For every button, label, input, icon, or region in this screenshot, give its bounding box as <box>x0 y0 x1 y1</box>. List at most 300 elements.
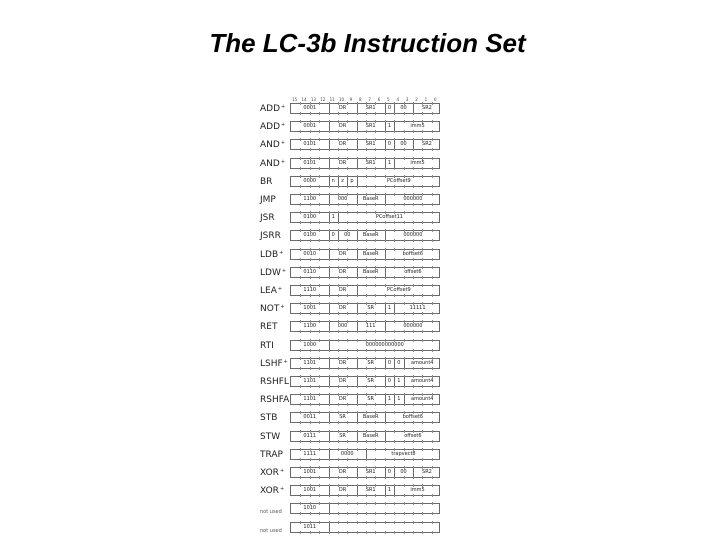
field-label: offset6 <box>404 432 422 439</box>
field-label: 0111 <box>303 432 317 439</box>
bit-tick <box>338 385 339 388</box>
encoding-row <box>290 340 440 351</box>
bit-tick <box>422 421 423 424</box>
bit-tick <box>366 367 367 370</box>
field-divider <box>329 413 330 422</box>
field-divider <box>329 395 330 404</box>
bit-number-label: 12 <box>320 97 326 102</box>
bit-tick <box>413 502 414 505</box>
bit-tick <box>300 339 301 342</box>
bit-tick <box>300 502 301 505</box>
mnemonic-label <box>260 286 282 296</box>
bit-tick <box>347 284 348 287</box>
mnemonic-label <box>260 304 285 314</box>
bit-tick <box>319 120 320 123</box>
field-label: DR <box>338 396 347 403</box>
bit-tick <box>347 440 348 443</box>
bit-tick <box>432 294 433 297</box>
bit-tick <box>338 403 339 406</box>
field-label: 1100 <box>303 323 317 330</box>
bit-tick <box>375 130 376 133</box>
mnemonic-label <box>260 177 272 187</box>
field-divider <box>357 104 358 113</box>
field-label: SR2 <box>422 469 432 475</box>
field-divider <box>357 377 358 386</box>
bit-tick <box>413 239 414 242</box>
bit-tick <box>432 320 433 323</box>
bit-tick <box>338 521 339 524</box>
bit-tick <box>413 130 414 133</box>
bit-tick <box>432 185 433 188</box>
bit-tick <box>347 403 348 406</box>
bit-tick <box>366 349 367 352</box>
bit-tick <box>366 385 367 388</box>
mnemonic-text: XOR <box>260 468 279 478</box>
bit-tick <box>319 403 320 406</box>
bit-tick <box>404 157 405 160</box>
field-divider <box>385 377 386 386</box>
field-divider <box>394 304 395 313</box>
encoding-row <box>290 121 440 132</box>
bit-tick <box>432 531 433 534</box>
bit-tick <box>319 138 320 141</box>
bit-tick <box>432 229 433 232</box>
bit-tick <box>375 148 376 151</box>
bit-tick <box>347 484 348 487</box>
bit-tick <box>432 120 433 123</box>
bit-tick <box>385 531 386 534</box>
bit-tick <box>404 258 405 261</box>
field-label: 0 <box>387 105 392 111</box>
field-label: DR <box>338 141 347 148</box>
bit-tick <box>422 448 423 451</box>
bit-tick <box>300 484 301 487</box>
bit-tick <box>366 421 367 424</box>
mnemonic-label <box>260 468 284 478</box>
mnemonic-label <box>260 450 283 460</box>
bit-tick <box>310 203 311 206</box>
bit-tick <box>310 330 311 333</box>
field-divider <box>385 359 386 368</box>
bit-tick <box>404 330 405 333</box>
bit-tick <box>338 203 339 206</box>
bit-tick <box>422 440 423 443</box>
bit-tick <box>319 211 320 214</box>
bit-tick <box>422 221 423 224</box>
bit-tick <box>300 167 301 170</box>
bit-tick <box>366 284 367 287</box>
bit-tick <box>432 367 433 370</box>
bit-tick <box>366 276 367 279</box>
field-label: DR <box>338 159 347 166</box>
field-label: 0 <box>331 232 335 239</box>
bit-tick <box>404 312 405 315</box>
bit-tick <box>300 248 301 251</box>
bit-tick <box>404 484 405 487</box>
mnemonic-label <box>260 122 285 132</box>
field-label: 0001 <box>303 123 317 130</box>
bit-tick <box>432 193 433 196</box>
bit-tick <box>300 521 301 524</box>
bit-tick <box>385 349 386 352</box>
bit-tick <box>422 167 423 170</box>
bit-tick <box>375 185 376 188</box>
bit-tick <box>394 221 395 224</box>
cc-flag-mark: + <box>280 158 286 165</box>
mnemonic-text: TRAP <box>260 449 283 460</box>
bit-tick <box>310 421 311 424</box>
bit-tick <box>319 203 320 206</box>
field-label: z <box>341 177 344 184</box>
bit-tick <box>300 466 301 469</box>
field-label: trapvect8 <box>391 450 416 457</box>
mnemonic-label <box>260 526 282 536</box>
mnemonic-text: ADD <box>260 104 281 114</box>
bit-tick <box>394 430 395 433</box>
encoding-row <box>290 358 440 369</box>
bit-tick <box>319 302 320 305</box>
bit-tick <box>310 531 311 534</box>
field-divider <box>385 122 386 131</box>
bit-tick <box>432 276 433 279</box>
bit-tick <box>319 512 320 515</box>
field-divider <box>329 159 330 168</box>
bit-tick <box>347 148 348 151</box>
encoding-row <box>290 449 440 460</box>
bit-number-label: 1 <box>424 97 428 102</box>
bit-tick <box>366 175 367 178</box>
bit-tick <box>413 284 414 287</box>
bit-tick <box>347 367 348 370</box>
bit-tick <box>394 512 395 515</box>
bit-tick <box>375 276 376 279</box>
bit-tick <box>319 502 320 505</box>
bit-tick <box>338 258 339 261</box>
bit-number-label: 3 <box>405 97 409 102</box>
bit-tick <box>300 302 301 305</box>
bit-tick <box>375 458 376 461</box>
bit-tick <box>338 512 339 515</box>
mnemonic-label <box>260 413 277 423</box>
mnemonic-label <box>260 159 285 169</box>
field-divider <box>338 177 339 186</box>
bit-tick <box>300 403 301 406</box>
bit-tick <box>357 521 358 524</box>
bit-tick <box>319 148 320 151</box>
field-label: 1001 <box>303 487 317 494</box>
mnemonic-label <box>260 432 280 442</box>
bit-tick <box>422 258 423 261</box>
bit-tick <box>319 284 320 287</box>
bit-tick <box>366 476 367 479</box>
field-divider <box>357 432 358 441</box>
bit-tick <box>432 349 433 352</box>
bit-number-label: 11 <box>329 97 335 102</box>
bit-tick <box>300 458 301 461</box>
field-label: 111 <box>365 323 376 330</box>
field-divider <box>329 250 330 259</box>
bit-tick <box>300 211 301 214</box>
bit-tick <box>394 440 395 443</box>
bit-tick <box>338 531 339 534</box>
field-label: 1011 <box>303 523 317 530</box>
field-label: 0100 <box>303 232 317 239</box>
bit-tick <box>319 411 320 414</box>
bit-tick <box>394 239 395 242</box>
mnemonic-text: AND <box>260 158 280 169</box>
bit-tick <box>422 430 423 433</box>
bit-tick <box>366 258 367 261</box>
mnemonic-text: LSHF <box>260 358 283 369</box>
bit-tick <box>394 185 395 188</box>
bit-tick <box>385 521 386 524</box>
field-label: 00 <box>400 105 407 111</box>
field-divider <box>385 486 386 495</box>
bit-tick <box>413 385 414 388</box>
field-divider <box>357 359 358 368</box>
bit-tick <box>394 421 395 424</box>
bit-tick <box>366 185 367 188</box>
bit-tick <box>422 531 423 534</box>
field-label: 000000 <box>403 196 423 202</box>
field-divider <box>347 177 348 186</box>
field-divider <box>394 104 395 113</box>
bit-number-label: 13 <box>310 97 316 102</box>
field-divider <box>385 395 386 404</box>
bit-tick <box>310 130 311 133</box>
bit-tick <box>366 512 367 515</box>
field-divider <box>413 140 414 149</box>
bit-tick <box>404 203 405 206</box>
bit-tick <box>310 367 311 370</box>
field-divider <box>329 341 330 350</box>
field-label: PCoffset11 <box>375 214 403 221</box>
field-label: SR2 <box>422 105 432 111</box>
bit-tick <box>319 349 320 352</box>
field-divider <box>413 468 414 477</box>
bit-tick <box>347 521 348 524</box>
bit-tick <box>432 339 433 342</box>
bit-tick <box>413 367 414 370</box>
bit-tick <box>432 484 433 487</box>
bit-tick <box>310 476 311 479</box>
cc-flag-mark: + <box>281 122 286 129</box>
bit-tick <box>432 476 433 479</box>
bit-tick <box>385 185 386 188</box>
bit-tick <box>319 375 320 378</box>
field-label: 1101 <box>303 396 317 403</box>
bit-tick <box>422 458 423 461</box>
bit-tick <box>347 357 348 360</box>
bit-tick <box>319 276 320 279</box>
encoding-row <box>290 412 440 423</box>
bit-tick <box>385 512 386 515</box>
bit-tick <box>319 157 320 160</box>
bit-tick <box>319 258 320 261</box>
bit-tick <box>422 130 423 133</box>
bit-tick <box>319 266 320 269</box>
field-label: SR1 <box>365 141 376 148</box>
bit-tick <box>319 458 320 461</box>
bit-tick <box>357 512 358 515</box>
bit-tick <box>319 330 320 333</box>
bit-tick <box>319 521 320 524</box>
bit-tick <box>394 411 395 414</box>
bit-tick <box>432 266 433 269</box>
encoding-row <box>290 467 440 478</box>
field-label: DR <box>338 359 347 366</box>
bit-tick <box>422 312 423 315</box>
bit-tick <box>319 357 320 360</box>
encoding-row <box>290 230 440 241</box>
field-divider <box>394 359 395 368</box>
bit-tick <box>347 193 348 196</box>
field-divider <box>385 432 386 441</box>
bit-tick <box>357 339 358 342</box>
bit-tick <box>394 203 395 206</box>
mnemonic-text: not used <box>260 527 282 534</box>
bit-tick <box>422 512 423 515</box>
bit-tick <box>347 203 348 206</box>
bit-tick <box>310 512 311 515</box>
field-label: DR <box>338 378 347 384</box>
bit-tick <box>404 276 405 279</box>
field-label: SR1 <box>365 159 376 166</box>
bit-tick <box>319 466 320 469</box>
bit-number-label: 5 <box>387 97 390 102</box>
field-label: imm5 <box>410 159 425 166</box>
bit-tick <box>394 502 395 505</box>
bit-tick <box>413 521 414 524</box>
bit-tick <box>413 339 414 342</box>
bit-tick <box>375 502 376 505</box>
bit-tick <box>347 320 348 323</box>
bit-tick <box>432 521 433 524</box>
cc-flag-mark: + <box>283 358 288 365</box>
field-label: PCoffset9 <box>386 177 411 184</box>
field-label: DR <box>338 105 347 111</box>
bit-tick <box>422 148 423 151</box>
bit-tick <box>300 494 301 497</box>
bit-tick <box>366 312 367 315</box>
bit-tick <box>422 185 423 188</box>
bit-tick <box>347 385 348 388</box>
bit-tick <box>404 130 405 133</box>
bit-tick <box>375 167 376 170</box>
bit-tick <box>300 349 301 352</box>
bit-tick <box>338 294 339 297</box>
encoding-row <box>290 431 440 442</box>
field-divider <box>329 377 330 386</box>
field-divider <box>357 177 358 186</box>
mnemonic-label <box>260 341 274 351</box>
bit-tick <box>413 276 414 279</box>
bit-tick <box>404 512 405 515</box>
bit-tick <box>300 203 301 206</box>
bit-tick <box>300 330 301 333</box>
bit-tick <box>394 330 395 333</box>
field-label: 0 <box>387 378 392 384</box>
bit-tick <box>432 284 433 287</box>
field-label: 1 <box>387 396 392 403</box>
field-label: BaseR <box>362 232 379 239</box>
bit-tick <box>347 430 348 433</box>
field-label: offset6 <box>404 268 422 275</box>
encoding-row <box>290 103 440 114</box>
field-label: SR <box>367 359 375 366</box>
bit-tick <box>338 440 339 443</box>
field-label: imm5 <box>410 487 425 494</box>
bit-tick <box>347 339 348 342</box>
mnemonic-text: not used <box>260 509 282 516</box>
bit-tick <box>319 484 320 487</box>
bit-tick <box>404 294 405 297</box>
bit-tick <box>413 403 414 406</box>
bit-tick <box>300 430 301 433</box>
bit-tick <box>347 138 348 141</box>
bit-tick <box>366 440 367 443</box>
field-divider <box>394 468 395 477</box>
bit-tick <box>422 330 423 333</box>
bit-tick <box>347 531 348 534</box>
bit-tick <box>366 330 367 333</box>
bit-tick <box>347 411 348 414</box>
bit-tick <box>413 440 414 443</box>
bit-tick <box>300 157 301 160</box>
bit-tick <box>432 458 433 461</box>
bit-tick <box>310 312 311 315</box>
mnemonic-text: LEA <box>260 286 277 296</box>
bit-tick <box>394 458 395 461</box>
bit-tick <box>319 440 320 443</box>
bit-tick <box>375 476 376 479</box>
field-divider <box>357 486 358 495</box>
bit-tick <box>338 148 339 151</box>
bit-tick <box>319 112 320 115</box>
cc-flag-mark: + <box>277 286 283 292</box>
field-label: boffset6 <box>402 250 424 257</box>
encoding-row <box>290 321 440 332</box>
field-divider <box>385 268 386 277</box>
mnemonic-label <box>260 140 285 150</box>
bit-tick <box>300 284 301 287</box>
bit-tick <box>366 531 367 534</box>
bit-tick <box>310 221 311 224</box>
encoding-row <box>290 139 440 150</box>
field-divider <box>385 468 386 477</box>
bit-tick <box>319 385 320 388</box>
bit-tick <box>404 167 405 170</box>
bit-tick <box>413 258 414 261</box>
bit-tick <box>310 185 311 188</box>
bit-tick <box>366 294 367 297</box>
field-label: BaseR <box>362 250 379 257</box>
bit-tick <box>432 411 433 414</box>
mnemonic-text: NOT <box>260 304 280 315</box>
field-divider <box>357 468 358 477</box>
bit-tick <box>319 476 320 479</box>
bit-tick <box>404 221 405 224</box>
bit-tick <box>310 148 311 151</box>
field-label: 1 <box>387 305 392 312</box>
bit-tick <box>347 130 348 133</box>
bit-tick <box>300 130 301 133</box>
bit-tick <box>404 211 405 214</box>
bit-tick <box>300 476 301 479</box>
bit-tick <box>404 421 405 424</box>
bit-tick <box>422 294 423 297</box>
bit-tick <box>413 167 414 170</box>
